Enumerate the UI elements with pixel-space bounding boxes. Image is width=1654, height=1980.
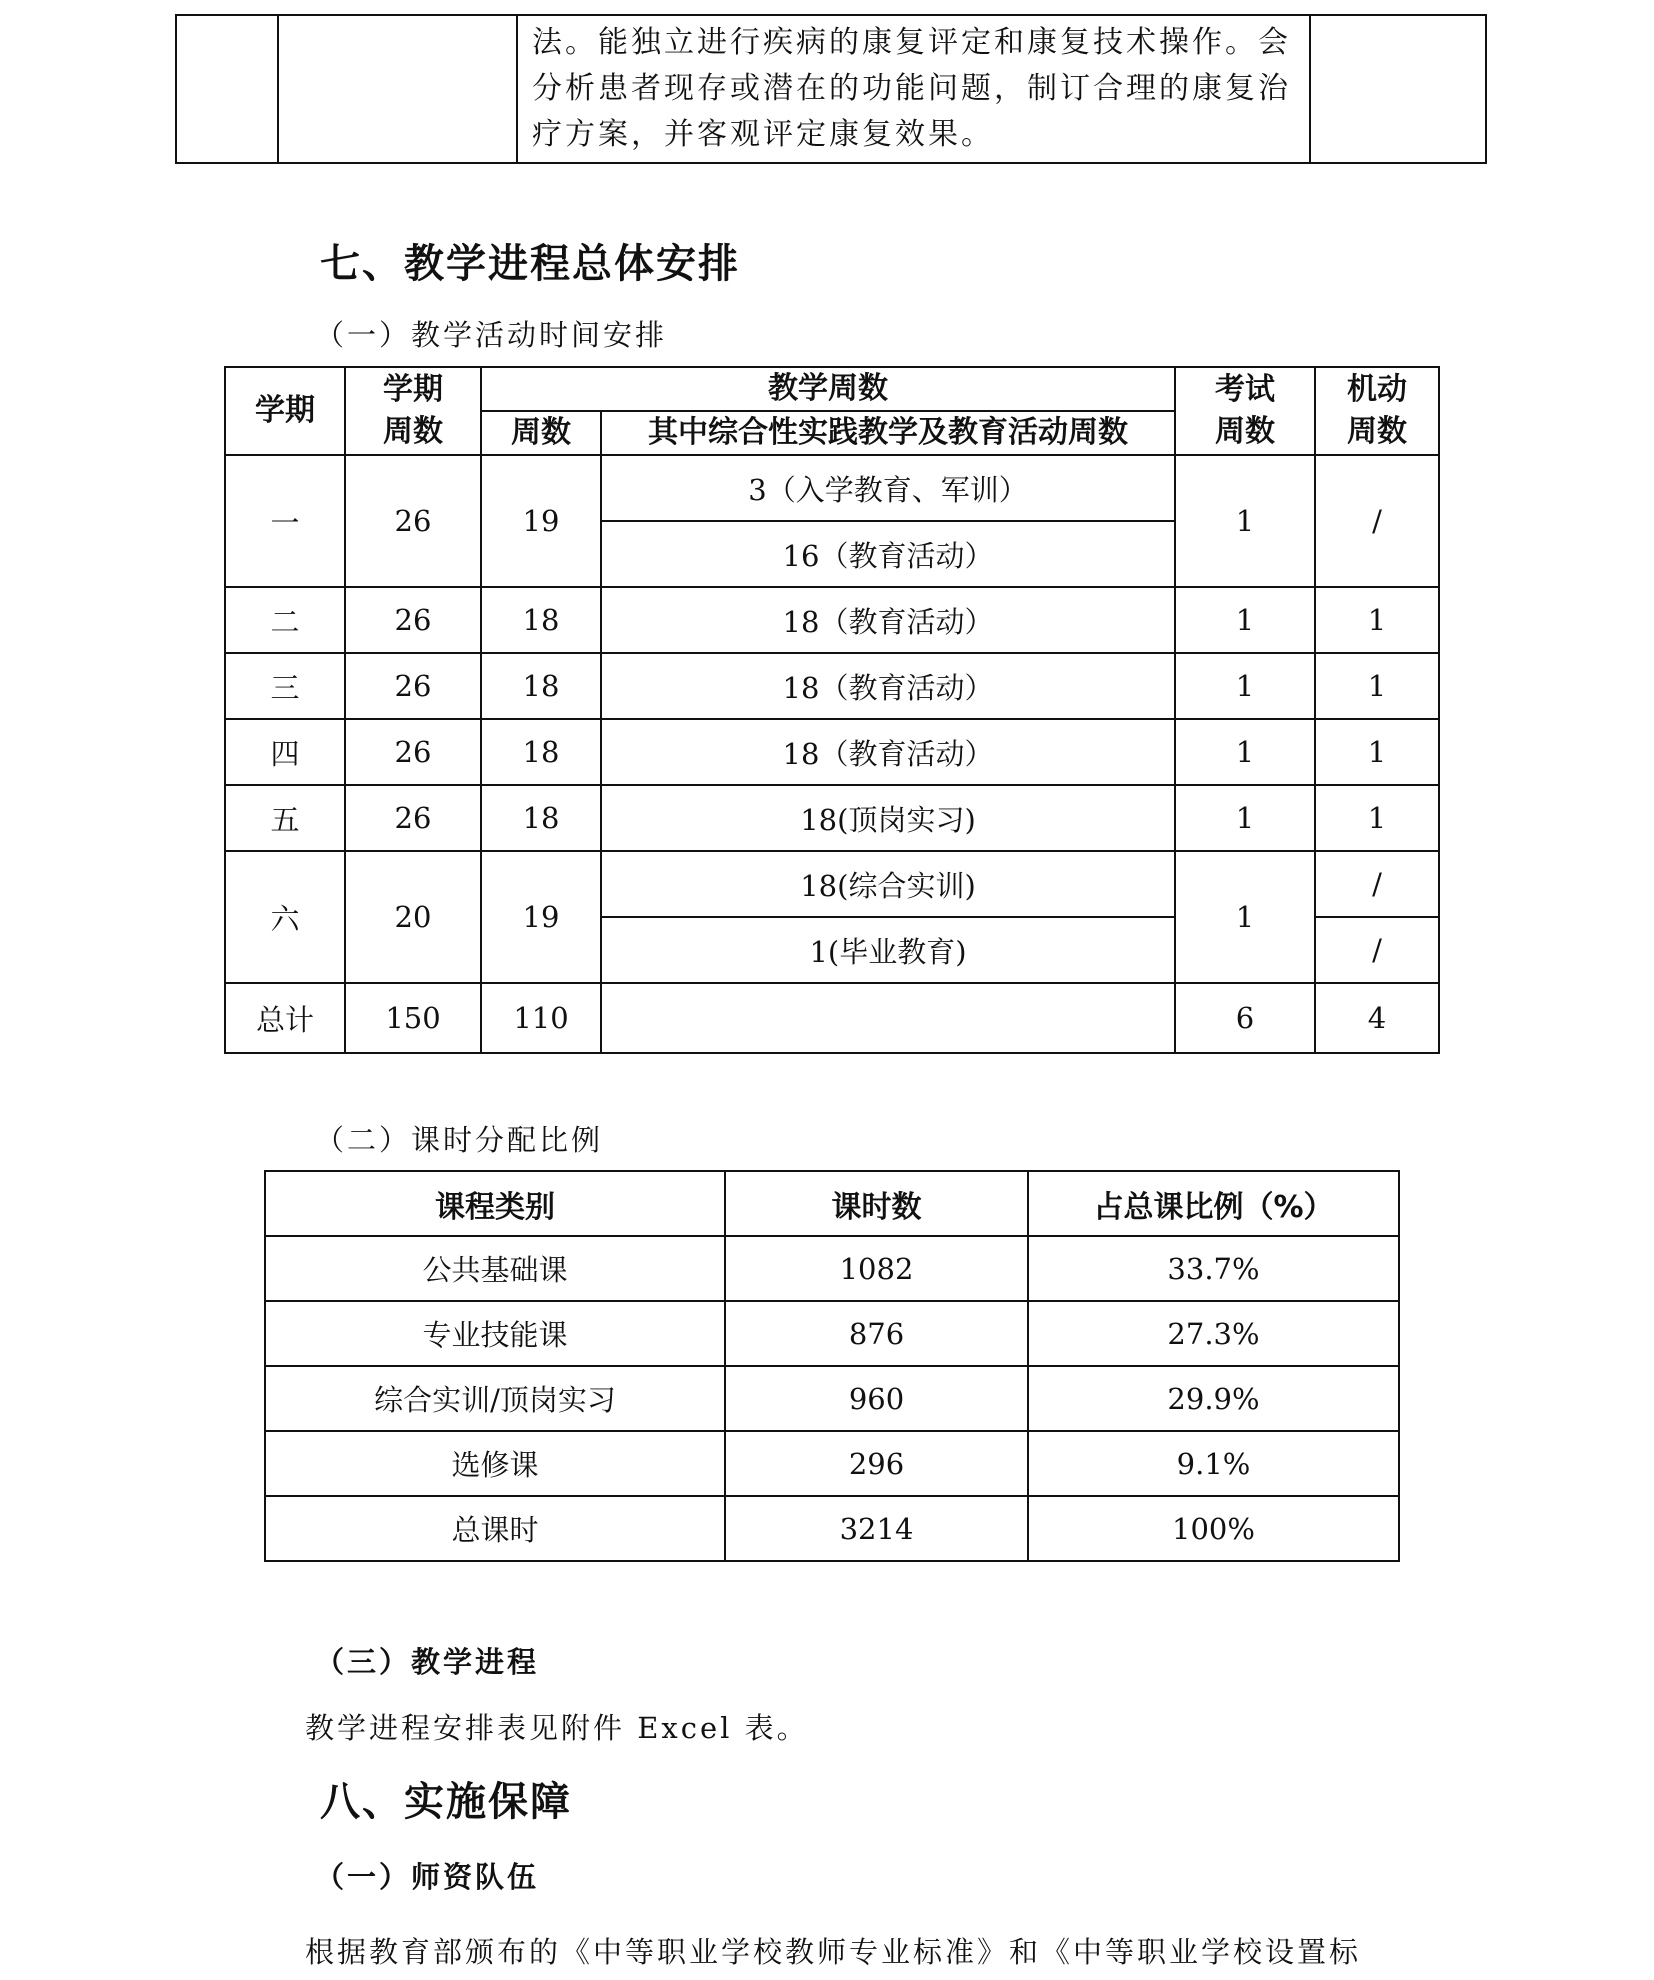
table-row bbox=[225, 653, 1439, 719]
text-line: 分析患者现存或潜在的功能问题，制订合理的康复治 bbox=[532, 71, 1291, 106]
cell-course-type: 总课时 bbox=[265, 1496, 725, 1561]
requirement-text-cell bbox=[517, 15, 1310, 163]
header-weeks: 周数 bbox=[481, 411, 601, 455]
header-row bbox=[225, 367, 1439, 411]
cell-practice: 18(综合实训) bbox=[601, 851, 1175, 917]
cell-term-weeks: 26 bbox=[345, 719, 481, 785]
cell-hours: 296 bbox=[725, 1431, 1028, 1496]
cell-flex: 1 bbox=[1315, 587, 1439, 653]
cell-term-weeks: 26 bbox=[345, 587, 481, 653]
cell-weeks: 18 bbox=[481, 653, 601, 719]
table-cell bbox=[278, 15, 517, 163]
cell-flex: / bbox=[1315, 851, 1439, 917]
hours-distribution-table bbox=[264, 1170, 1400, 1562]
cell-flex: 1 bbox=[1315, 719, 1439, 785]
table-row bbox=[225, 851, 1439, 917]
header-line: 考试 bbox=[1215, 372, 1275, 407]
header-teaching-weeks: 教学周数 bbox=[481, 367, 1175, 411]
cell-total-label: 总计 bbox=[225, 983, 345, 1053]
subsection-teaching-progress-title: （三）教学进程 bbox=[315, 1645, 540, 1679]
header-line: 学期 bbox=[383, 372, 443, 407]
cell-weeks: 18 bbox=[481, 719, 601, 785]
cell-course-type: 专业技能课 bbox=[265, 1301, 725, 1366]
faculty-text: 根据教育部颁布的《中等职业学校教师专业标准》和《中等职业学校设置标 bbox=[305, 1935, 1362, 1969]
cell-flex: / bbox=[1315, 455, 1439, 587]
cell-total-flex: 4 bbox=[1315, 983, 1439, 1053]
cell-total-weeks: 110 bbox=[481, 983, 601, 1053]
cell-practice: 16（教育活动） bbox=[601, 521, 1175, 587]
table-row bbox=[265, 1496, 1399, 1561]
cell-exam: 1 bbox=[1175, 587, 1315, 653]
cell-practice: 1(毕业教育) bbox=[601, 917, 1175, 983]
header-line: 机动 bbox=[1347, 372, 1407, 407]
header-exam-weeks bbox=[1175, 367, 1315, 455]
section-8-title: 八、实施保障 bbox=[320, 1779, 572, 1825]
cell-flex: 1 bbox=[1315, 653, 1439, 719]
cell-exam: 1 bbox=[1175, 653, 1315, 719]
cell-ratio: 33.7% bbox=[1028, 1236, 1399, 1301]
table-cell bbox=[1310, 15, 1486, 163]
cell-course-type: 公共基础课 bbox=[265, 1236, 725, 1301]
table-cell bbox=[176, 15, 278, 163]
section-7-title: 七、教学进程总体安排 bbox=[320, 241, 740, 287]
header-term: 学期 bbox=[225, 367, 345, 455]
header-ratio: 占总课比例（%） bbox=[1028, 1171, 1399, 1236]
cell-total-term-weeks: 150 bbox=[345, 983, 481, 1053]
header-course-type: 课程类别 bbox=[265, 1171, 725, 1236]
text-line: 疗方案，并客观评定康复效果。 bbox=[532, 117, 994, 152]
continued-table bbox=[175, 14, 1487, 164]
cell-hours: 960 bbox=[725, 1366, 1028, 1431]
table-row bbox=[225, 455, 1439, 521]
cell-exam: 1 bbox=[1175, 719, 1315, 785]
header-row bbox=[265, 1171, 1399, 1236]
cell-term: 五 bbox=[225, 785, 345, 851]
cell-term-weeks: 20 bbox=[345, 851, 481, 983]
cell-total-practice bbox=[601, 983, 1175, 1053]
cell-flex: / bbox=[1315, 917, 1439, 983]
table-row bbox=[225, 785, 1439, 851]
cell-term: 四 bbox=[225, 719, 345, 785]
cell-practice: 18（教育活动） bbox=[601, 719, 1175, 785]
table-row bbox=[176, 15, 1486, 163]
table-row bbox=[265, 1431, 1399, 1496]
header-line: 周数 bbox=[1347, 414, 1407, 449]
subsection-teaching-activity-title: （一）教学活动时间安排 bbox=[315, 318, 668, 352]
cell-hours: 3214 bbox=[725, 1496, 1028, 1561]
table-row bbox=[265, 1366, 1399, 1431]
subsection-hours-title: （二）课时分配比例 bbox=[315, 1123, 604, 1157]
table-row bbox=[225, 719, 1439, 785]
cell-term-weeks: 26 bbox=[345, 653, 481, 719]
text-line: 法。能独立进行疾病的康复评定和康复技术操作。会 bbox=[532, 25, 1291, 60]
table-row bbox=[265, 1236, 1399, 1301]
total-row bbox=[225, 983, 1439, 1053]
header-hours: 课时数 bbox=[725, 1171, 1028, 1236]
header-practice-weeks: 其中综合性实践教学及教育活动周数 bbox=[601, 411, 1175, 455]
teaching-schedule-table bbox=[224, 366, 1440, 1054]
cell-ratio: 29.9% bbox=[1028, 1366, 1399, 1431]
cell-ratio: 27.3% bbox=[1028, 1301, 1399, 1366]
cell-practice: 18(顶岗实习) bbox=[601, 785, 1175, 851]
cell-exam: 1 bbox=[1175, 785, 1315, 851]
cell-practice: 18（教育活动） bbox=[601, 587, 1175, 653]
cell-exam: 1 bbox=[1175, 851, 1315, 983]
header-line: 周数 bbox=[383, 414, 443, 449]
cell-ratio: 9.1% bbox=[1028, 1431, 1399, 1496]
table-row bbox=[265, 1301, 1399, 1366]
cell-exam: 1 bbox=[1175, 455, 1315, 587]
cell-flex: 1 bbox=[1315, 785, 1439, 851]
header-line: 周数 bbox=[1215, 414, 1275, 449]
cell-term: 三 bbox=[225, 653, 345, 719]
cell-term-weeks: 26 bbox=[345, 455, 481, 587]
cell-total-exam: 6 bbox=[1175, 983, 1315, 1053]
cell-course-type: 选修课 bbox=[265, 1431, 725, 1496]
cell-weeks: 19 bbox=[481, 455, 601, 587]
table-row bbox=[225, 587, 1439, 653]
cell-hours: 876 bbox=[725, 1301, 1028, 1366]
header-term-weeks bbox=[345, 367, 481, 455]
cell-practice: 18（教育活动） bbox=[601, 653, 1175, 719]
header-flex-weeks bbox=[1315, 367, 1439, 455]
cell-term: 二 bbox=[225, 587, 345, 653]
cell-course-type: 综合实训/顶岗实习 bbox=[265, 1366, 725, 1431]
cell-weeks: 18 bbox=[481, 587, 601, 653]
subsection-faculty-title: （一）师资队伍 bbox=[315, 1860, 540, 1894]
cell-term: 一 bbox=[225, 455, 345, 587]
cell-weeks: 19 bbox=[481, 851, 601, 983]
teaching-progress-text: 教学进程安排表见附件 Excel 表。 bbox=[305, 1711, 809, 1745]
cell-term-weeks: 26 bbox=[345, 785, 481, 851]
cell-weeks: 18 bbox=[481, 785, 601, 851]
cell-hours: 1082 bbox=[725, 1236, 1028, 1301]
cell-term: 六 bbox=[225, 851, 345, 983]
cell-ratio: 100% bbox=[1028, 1496, 1399, 1561]
cell-practice: 3（入学教育、军训） bbox=[601, 455, 1175, 521]
